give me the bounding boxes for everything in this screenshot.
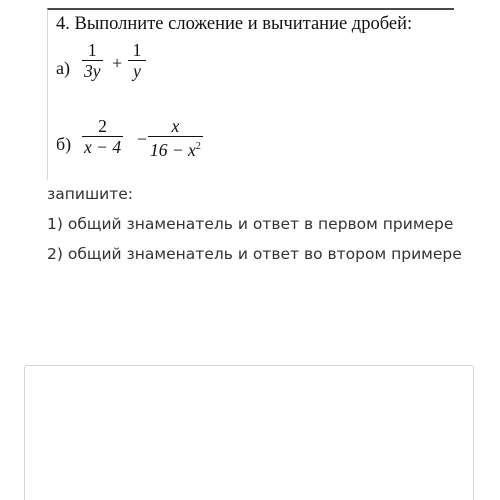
item-b-fraction-2-numerator: x <box>171 116 180 136</box>
instructions-line-1: 1) общий знаменатель и ответ в первом примере <box>47 215 454 233</box>
instructions-line-2: 2) общий знаменатель и ответ во втором примере <box>47 245 462 263</box>
task-title: 4. Выполните сложение и вычитание дробей: <box>56 14 413 34</box>
item-b-fraction-2-denominator-base: 16 − x <box>150 139 196 160</box>
item-a-fraction-2 <box>128 40 146 81</box>
item-a-fraction-1-denominator: 3y <box>84 61 101 81</box>
item-b-fraction-1 <box>82 116 123 157</box>
item-b-fraction-2 <box>148 116 203 160</box>
item-b-operator: − <box>137 129 148 149</box>
answer-box[interactable] <box>24 365 474 500</box>
item-a-label: а) <box>56 58 70 78</box>
instructions <box>47 183 467 273</box>
item-b-fraction-1-denominator: x − 4 <box>84 137 122 157</box>
item-a-fraction-2-denominator: y <box>128 60 146 81</box>
item-a-fraction-1 <box>82 40 103 81</box>
item-b-fraction-2-denominator <box>148 136 203 160</box>
item-b-fraction-2-denominator-exponent: 2 <box>195 141 201 152</box>
item-a-fraction-2-numerator: 1 <box>132 40 142 60</box>
item-a-fraction-1-numerator: 1 <box>87 40 97 60</box>
item-b-label: б) <box>56 134 72 154</box>
instructions-intro: запишите: <box>47 185 133 203</box>
item-a-operator: + <box>112 53 123 73</box>
item-b-fraction-1-numerator: 2 <box>98 116 107 136</box>
task-image <box>47 8 454 180</box>
